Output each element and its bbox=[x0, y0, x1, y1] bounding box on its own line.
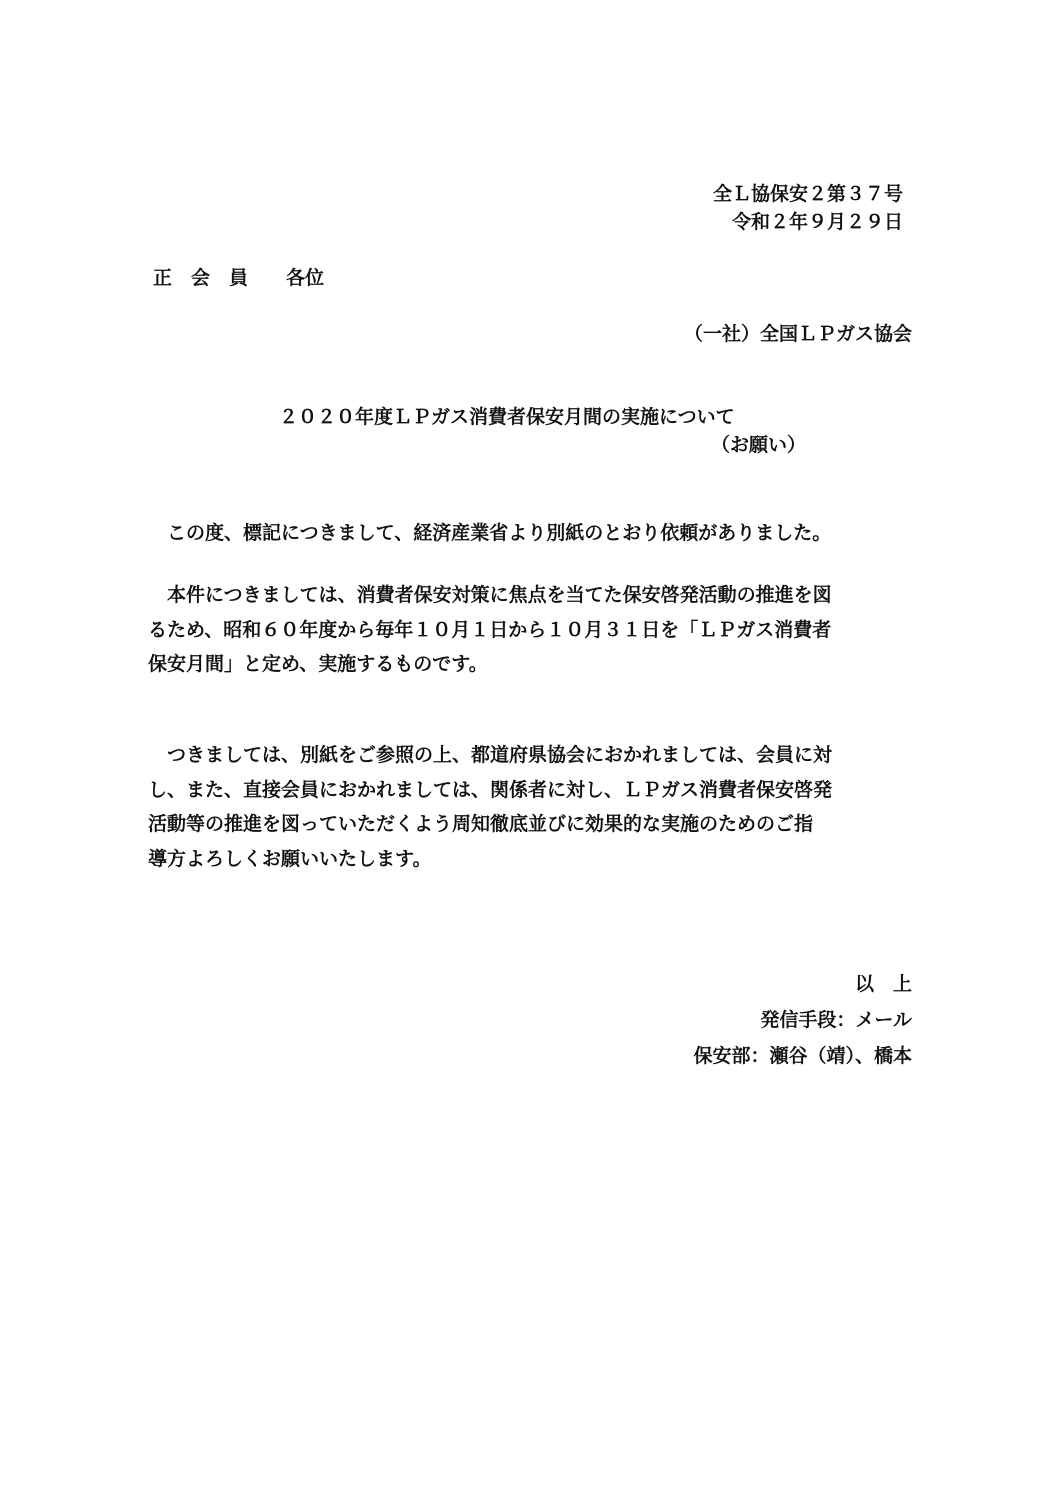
sender-organization: （一社）全国ＬＰガス協会 bbox=[683, 323, 912, 345]
document-number: 全Ｌ協保安２第３７号 bbox=[712, 183, 903, 205]
document-title: ２０２０年度ＬＰガス消費者保安月間の実施について bbox=[279, 406, 735, 428]
body-paragraph-3: つきましては、別紙をご参照の上、都道府県協会におかれましては、会員に対 し、また、直接会員におかれましては、関係者に対し、ＬＰガス消費者保安啓発 活動等の推進を図っていただくよう周知徹底並びに効果的な実施のためのご指 導方よろしくお願いいたします。 bbox=[148, 744, 833, 870]
closing-remark: 以 上 bbox=[854, 973, 912, 995]
document-subtitle: （お願い） bbox=[711, 434, 807, 456]
transmission-method: 発信手段：メール bbox=[760, 1009, 912, 1031]
body-paragraph-1: この度、標記につきまして、経済産業省より別紙のとおり依頼がありました。 bbox=[148, 522, 832, 544]
contact-department: 保安部：瀬谷（靖）、橋本 bbox=[693, 1045, 912, 1067]
body-paragraph-2: 本件につきましては、消費者保安対策に焦点を当てた保安啓発活動の推進を図 るため、昭和６０年度から毎年１０月１日から１０月３１日を「ＬＰガス消費者 保安月間」と定め、実施するものです。 bbox=[148, 584, 832, 675]
addressee: 正 会 員 各位 bbox=[153, 267, 325, 289]
document-date: 令和２年９月２９日 bbox=[731, 211, 903, 233]
